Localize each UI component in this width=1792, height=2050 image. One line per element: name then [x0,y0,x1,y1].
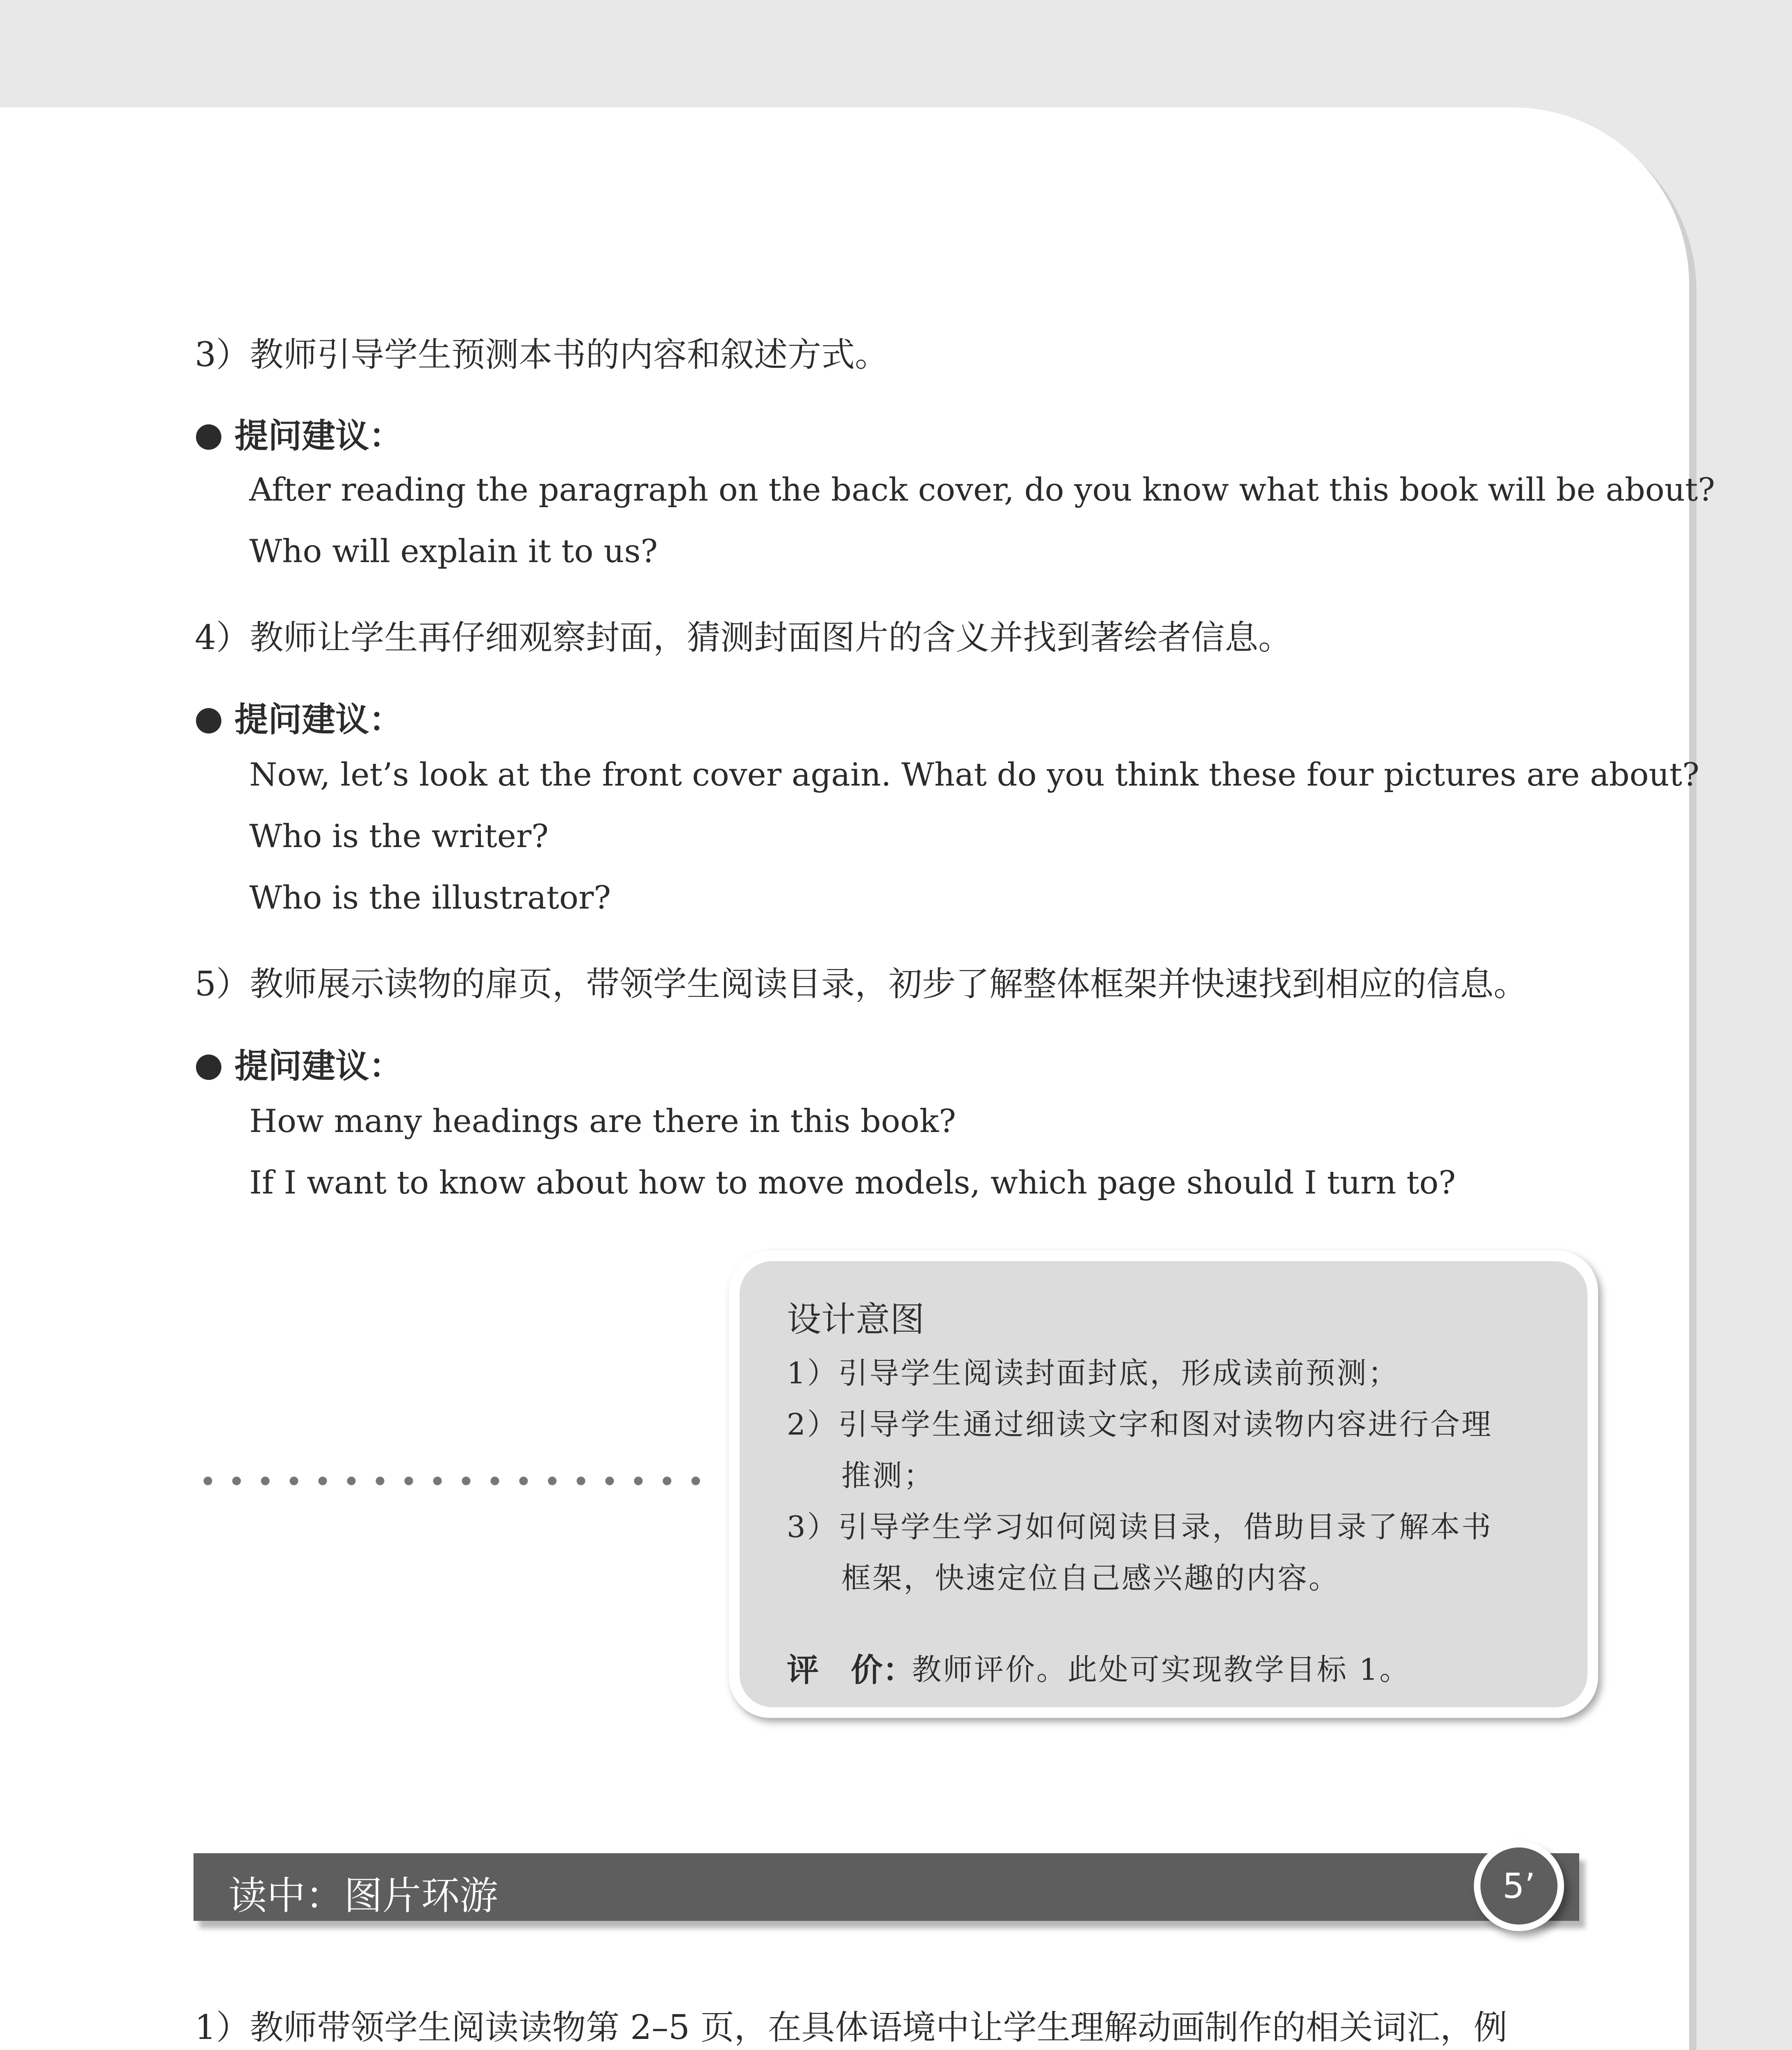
design-intent-line: 1）引导学生阅读封面封底，形成读前预测； [787,1356,1399,1390]
question-hint-label: 提问建议： [235,1047,403,1086]
question-line: If I want to know about how to move models, which page should I turn to? [249,1164,1456,1201]
question-hint-label: 提问建议： [235,700,403,739]
question-line: How many headings are there in this book? [249,1103,956,1140]
question-line: Who is the illustrator? [249,879,611,916]
step-3-text: 3）教师引导学生预测本书的内容和叙述方式。 [195,335,889,374]
question-hint-heading [196,693,403,741]
question-hint-heading [196,1039,403,1087]
bullet-icon [196,424,221,450]
design-intent-line: 框架，快速定位自己感兴趣的内容。 [841,1561,1340,1595]
reading-step-1-line: 1）教师带领学生阅读读物第 2–5 页，在具体语境中让学生理解动画制作的相关词汇，例 [195,2008,1507,2047]
step-4-text: 4）教师让学生再仔细观察封面，猜测封面图片的含义并找到著绘者信息。 [195,618,1292,657]
question-hint-heading [196,409,403,457]
question-line: Who is the writer? [249,818,549,855]
time-badge-text: 5’ [1502,1866,1536,1906]
step-5-text: 5）教师展示读物的扉页，带领学生阅读目录，初步了解整体框架并快速找到相应的信息。 [195,965,1528,1004]
bullet-icon [196,708,221,733]
question-line: Who will explain it to us? [249,533,658,570]
design-intent-line: 推测； [841,1458,935,1493]
design-intent-panel [740,1261,1587,1707]
time-badge [1474,1841,1564,1931]
design-intent-box [729,1250,1598,1718]
section-header-bar [194,1853,1579,1921]
question-hint-label: 提问建议： [235,417,403,456]
bullet-icon [196,1055,221,1080]
evaluation-label: 评 价： [787,1652,915,1689]
dotted-leader [194,1476,706,1486]
question-line: Now, let’s look at the front cover again. What do you think these four pictures are about? [249,756,1700,793]
question-line: After reading the paragraph on the back cover, do you know what this book will be about? [249,472,1715,508]
section-title: 读中：图片环游 [228,1874,499,1918]
design-intent-line: 2）引导学生通过细读文字和图对读物内容进行合理 [787,1407,1493,1442]
evaluation-text: 教师评价。此处可实现教学目标 1。 [912,1652,1411,1687]
design-intent-line: 3）引导学生学习如何阅读目录，借助目录了解本书 [787,1510,1493,1544]
design-intent-title: 设计意图 [787,1299,925,1339]
